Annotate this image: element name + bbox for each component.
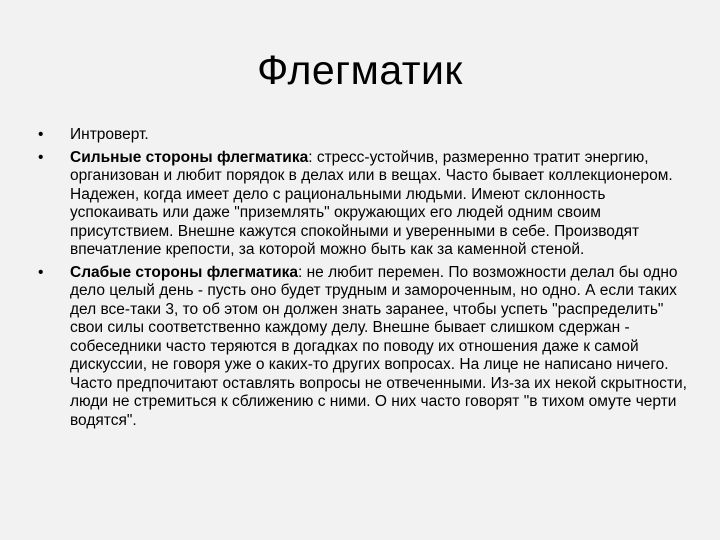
bullet-item-introvert: [38, 126, 688, 145]
item-lead: Сильные стороны флегматика: [70, 148, 309, 166]
item-text: : не любит перемен. По возможности делал бы одно дело целый день - пусть оно будет трудным и замороченным, но одно. А если таких дел все-таки 3, то об этом он должен знать заранее, чтобы успеть "распределить" свои силы соответственно каждому делу. Внешне бывает слишком сдержан - собеседники часто теряются в догадках по поводу их отношения даже к самой дискуссии, не говоря уже о каких-то других вопросах. На лице не написано ничего. Часто предпочитают оставлять вопросы не отвеченными. Из-за их некой скрытности, люди не стремиться к сближению с ними. О них часто говорят "в тихом омуте черти водятся".: [70, 263, 687, 429]
bullet-icon: •: [38, 148, 44, 166]
item-text: Интроверт.: [70, 126, 149, 143]
item-text: : стресс-устойчив, размеренно тратит энергию, организован и любит порядок в делах или в вещах. Часто бывает коллекционером. Надежен, когда имеет дело с рациональными людьми. Имеют склонность успокаивать или даже "приземлять" окружающих его людей одним своим присутствием. Внешне кажутся спокойными и уверенными в себе. Производят впечатление крепости, за которой можно быть как за каменной стеной.: [70, 148, 673, 258]
bullet-icon: •: [38, 126, 44, 143]
bullet-item-weaknesses: [38, 264, 688, 431]
bullet-list: [38, 126, 688, 434]
bullet-icon: •: [38, 263, 44, 281]
bullet-item-strengths: [38, 149, 688, 260]
item-lead: Слабые стороны флегматика: [70, 263, 298, 281]
slide-title: Флегматик: [257, 47, 463, 93]
